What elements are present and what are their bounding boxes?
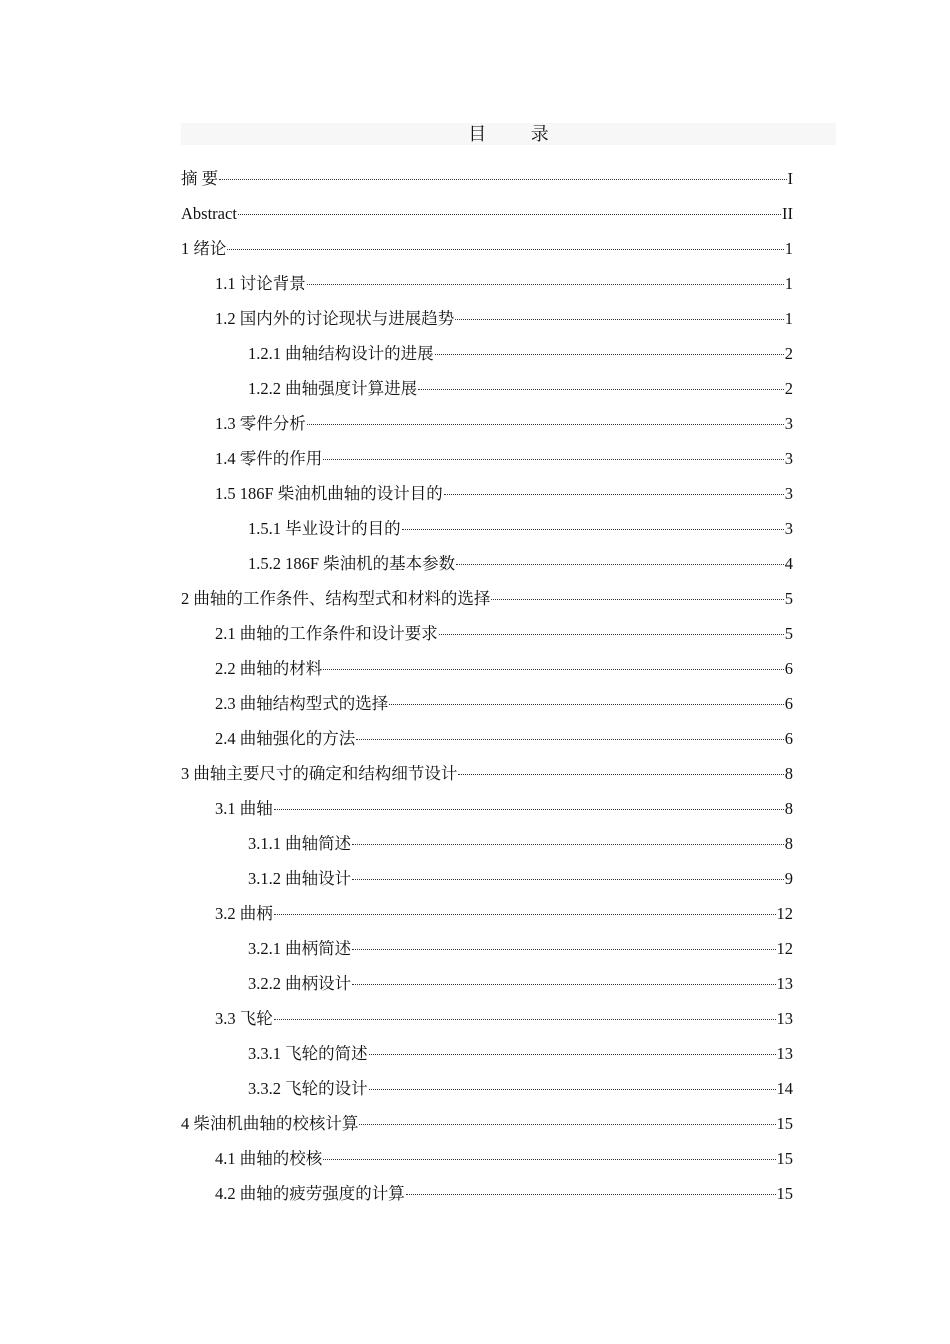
toc-entry-title: 2.2 曲轴的材料: [215, 659, 323, 678]
toc-entry-page-number: 1: [784, 274, 793, 293]
toc-entry-title: 3.3.2 飞轮的设计: [248, 1079, 368, 1098]
dot-leader: [435, 354, 784, 355]
dot-leader: [238, 214, 781, 215]
toc-entry[interactable]: [181, 896, 793, 931]
toc-entry-page-number: 1: [784, 239, 793, 258]
toc-entry-page-number: 13: [776, 1009, 793, 1028]
toc-entry[interactable]: [181, 651, 793, 686]
toc-entry-title: 1.3 零件分析: [215, 414, 306, 433]
dot-leader: [406, 1194, 776, 1195]
toc-entry[interactable]: [181, 336, 793, 371]
toc-entry[interactable]: [181, 861, 793, 896]
toc-entry-title: 3 曲轴主要尺寸的确定和结构细节设计: [181, 764, 458, 783]
toc-entry-page-number: 6: [784, 729, 793, 748]
toc-entry-title: 1.2.1 曲轴结构设计的进展: [248, 344, 434, 363]
toc-entry-page-number: 13: [776, 1044, 793, 1063]
dot-leader: [352, 984, 775, 985]
toc-entry[interactable]: [181, 371, 793, 406]
toc-entry-page-number: 3: [784, 519, 793, 538]
toc-entry-page-number: 15: [776, 1184, 793, 1203]
dot-leader: [444, 494, 784, 495]
dot-leader: [458, 774, 783, 775]
toc-entry-title: 摘 要: [181, 169, 219, 188]
toc-entry[interactable]: [181, 476, 793, 511]
toc-entry-page-number: 14: [776, 1079, 793, 1098]
dot-leader: [418, 389, 784, 390]
toc-entry[interactable]: [181, 791, 793, 826]
toc-entry-title: 4 柴油机曲轴的校核计算: [181, 1114, 359, 1133]
toc-entry[interactable]: [181, 1036, 793, 1071]
dot-leader: [389, 704, 784, 705]
toc-entry-title: 1.5.1 毕业设计的目的: [248, 519, 401, 538]
toc-entry-title: 2 曲轴的工作条件、结构型式和材料的选择: [181, 589, 491, 608]
toc-entry-page-number: 8: [784, 834, 793, 853]
toc-entry-page-number: II: [782, 204, 793, 223]
toc-entry[interactable]: [181, 196, 793, 231]
dot-leader: [439, 634, 784, 635]
toc-entry[interactable]: [181, 406, 793, 441]
toc-entry-title: 1.2 国内外的讨论现状与进展趋势: [215, 309, 455, 328]
dot-leader: [369, 1054, 776, 1055]
toc-entry[interactable]: [181, 1001, 793, 1036]
toc-entry[interactable]: [181, 826, 793, 861]
toc-entry[interactable]: [181, 721, 793, 756]
toc-entry-title: 4.1 曲轴的校核: [215, 1149, 323, 1168]
toc-entry-title: 1 绪论: [181, 239, 227, 258]
dot-leader: [227, 249, 783, 250]
toc-entry-page-number: 6: [784, 659, 793, 678]
toc-entry[interactable]: [181, 581, 793, 616]
toc-entry[interactable]: [181, 266, 793, 301]
dot-leader: [323, 1159, 775, 1160]
toc-entry-page-number: 3: [784, 449, 793, 468]
dot-leader: [491, 599, 783, 600]
toc-entry-page-number: 15: [776, 1114, 793, 1133]
dot-leader: [352, 844, 784, 845]
dot-leader: [307, 424, 784, 425]
toc-entry-title: 3.2.2 曲柄设计: [248, 974, 352, 993]
dot-leader: [323, 669, 784, 670]
toc-entry-page-number: 9: [784, 869, 793, 888]
toc-entry-title: 3.2 曲柄: [215, 904, 273, 923]
toc-entry-title: 3.2.1 曲柄简述: [248, 939, 352, 958]
toc-entry-page-number: 2: [784, 379, 793, 398]
toc-entry[interactable]: [181, 546, 793, 581]
toc-entry-title: 3.3 飞轮: [215, 1009, 273, 1028]
toc-entry[interactable]: [181, 686, 793, 721]
dot-leader: [323, 459, 784, 460]
toc-entry[interactable]: [181, 1176, 793, 1211]
dot-leader: [274, 1019, 776, 1020]
toc-entry-page-number: 6: [784, 694, 793, 713]
toc-entry[interactable]: [181, 441, 793, 476]
toc-entry-title: 1.2.2 曲轴强度计算进展: [248, 379, 418, 398]
toc-list: [181, 161, 793, 1211]
dot-leader: [456, 564, 784, 565]
toc-entry-page-number: 2: [784, 344, 793, 363]
toc-entry-page-number: 1: [784, 309, 793, 328]
toc-entry-page-number: 3: [784, 484, 793, 503]
toc-entry[interactable]: [181, 301, 793, 336]
toc-entry[interactable]: [181, 231, 793, 266]
toc-entry-title: 2.3 曲轴结构型式的选择: [215, 694, 389, 713]
dot-leader: [402, 529, 784, 530]
toc-entry-page-number: 12: [776, 904, 793, 923]
toc-entry-page-number: 8: [784, 799, 793, 818]
toc-entry-page-number: 12: [776, 939, 793, 958]
toc-entry-title: 3.1 曲轴: [215, 799, 273, 818]
toc-entry-title: 3.1.1 曲轴简述: [248, 834, 352, 853]
dot-leader: [359, 1124, 775, 1125]
toc-entry[interactable]: [181, 1141, 793, 1176]
toc-entry-title: 1.5.2 186F 柴油机的基本参数: [248, 554, 456, 573]
toc-entry-page-number: 3: [784, 414, 793, 433]
toc-entry-page-number: 15: [776, 1149, 793, 1168]
dot-leader: [356, 739, 784, 740]
toc-entry-title: 2.4 曲轴强化的方法: [215, 729, 356, 748]
toc-entry[interactable]: [181, 511, 793, 546]
toc-entry-title: 3.3.1 飞轮的简述: [248, 1044, 368, 1063]
toc-entry-title: 1.1 讨论背景: [215, 274, 306, 293]
toc-entry-page-number: 5: [784, 589, 793, 608]
toc-entry-title: 1.5 186F 柴油机曲轴的设计目的: [215, 484, 443, 503]
toc-entry-page-number: 8: [784, 764, 793, 783]
toc-entry-title: 2.1 曲轴的工作条件和设计要求: [215, 624, 438, 643]
dot-leader: [307, 284, 784, 285]
dot-leader: [274, 809, 784, 810]
toc-entry-title: 3.1.2 曲轴设计: [248, 869, 352, 888]
toc-entry-page-number: 5: [784, 624, 793, 643]
toc-entry[interactable]: [181, 756, 793, 791]
dot-leader: [352, 949, 775, 950]
toc-entry[interactable]: [181, 1071, 793, 1106]
dot-leader: [352, 879, 784, 880]
toc-entry-page-number: 13: [776, 974, 793, 993]
toc-entry-title: 4.2 曲轴的疲劳强度的计算: [215, 1184, 405, 1203]
toc-entry[interactable]: [181, 161, 793, 196]
toc-entry[interactable]: [181, 616, 793, 651]
toc-title: 目 录: [181, 123, 836, 145]
toc-entry-page-number: I: [787, 169, 793, 188]
toc-entry[interactable]: [181, 1106, 793, 1141]
dot-leader: [369, 1089, 776, 1090]
toc-entry[interactable]: [181, 931, 793, 966]
toc-entry-title: 1.4 零件的作用: [215, 449, 323, 468]
dot-leader: [455, 319, 784, 320]
dot-leader: [219, 179, 786, 180]
dot-leader: [274, 914, 776, 915]
toc-entry-page-number: 4: [784, 554, 793, 573]
toc-entry-title: Abstract: [181, 204, 237, 223]
toc-entry[interactable]: [181, 966, 793, 1001]
